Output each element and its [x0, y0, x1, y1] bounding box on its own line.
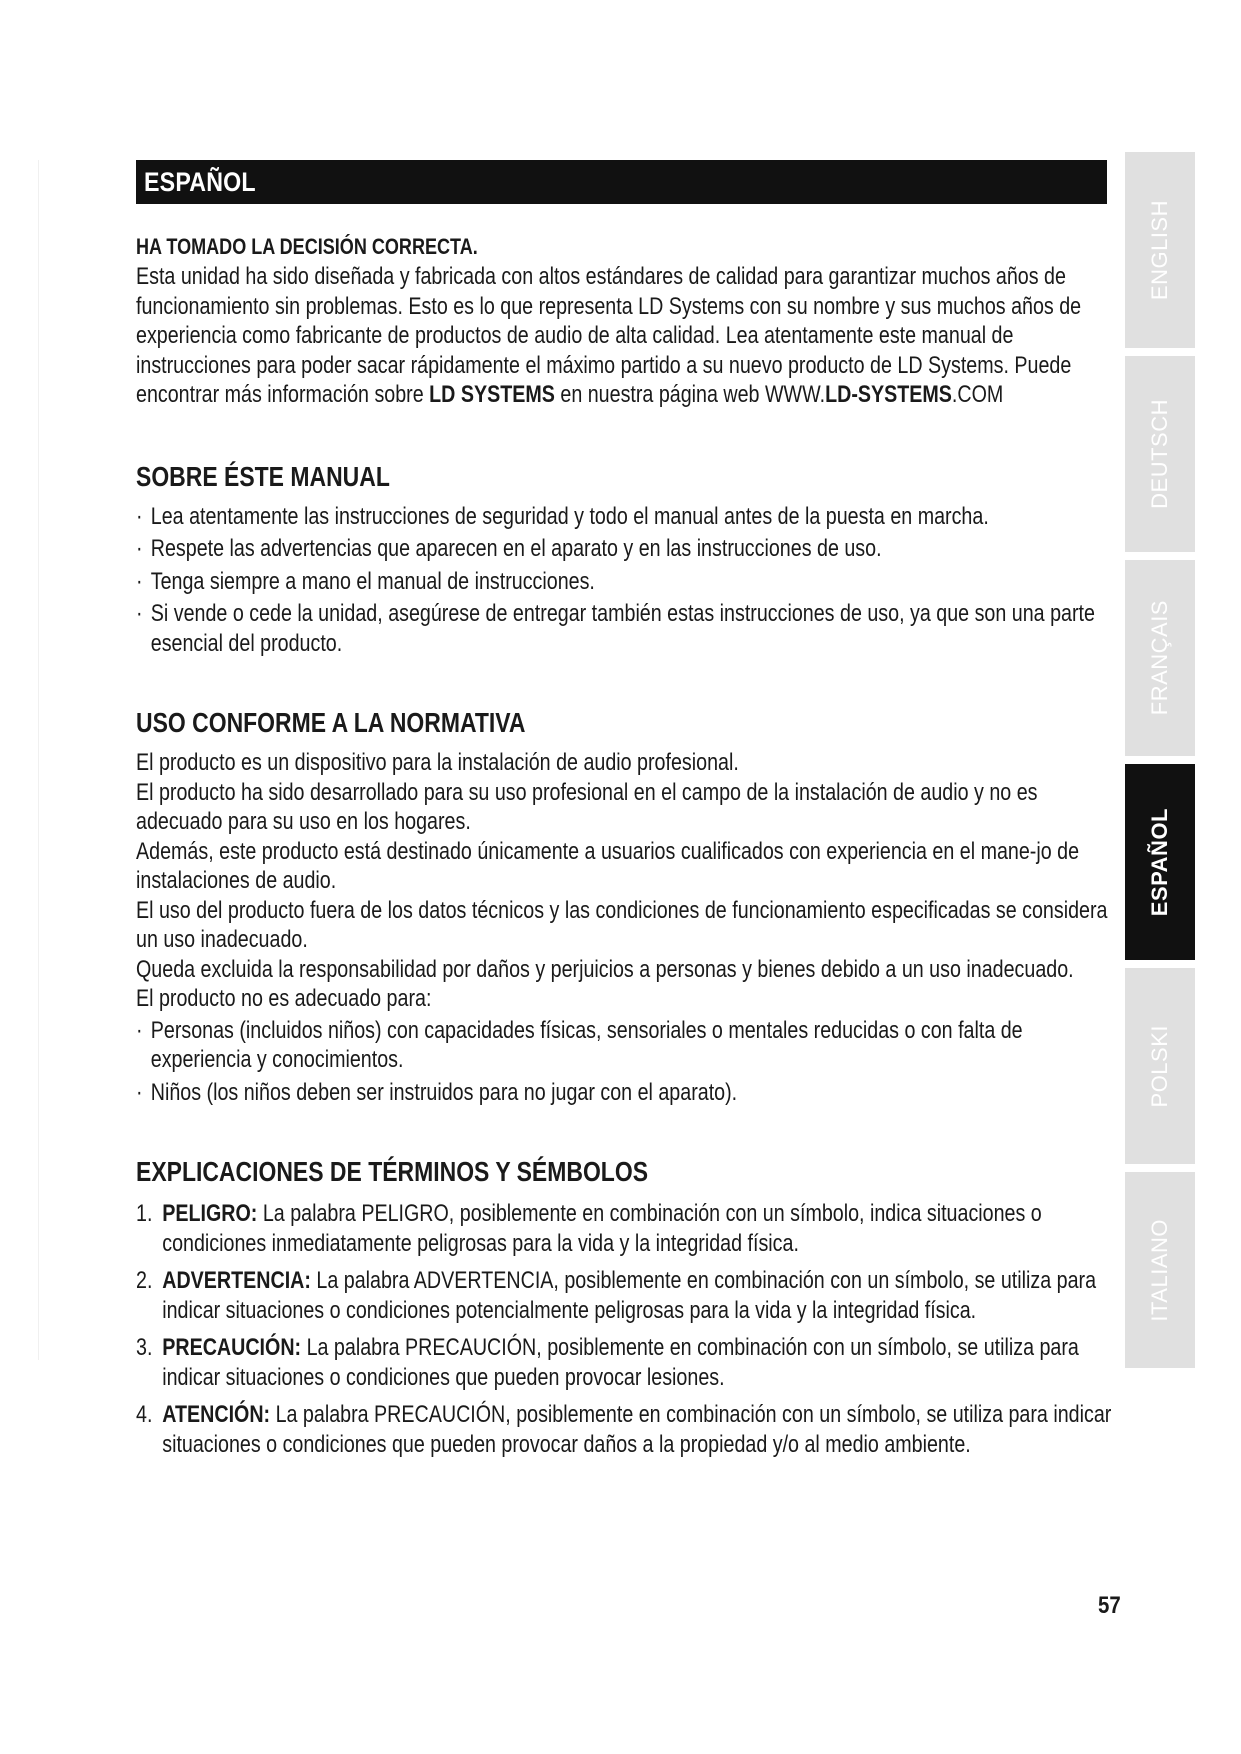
tab-italiano[interactable]: ITALIANO	[1125, 1172, 1195, 1368]
intended-use-list	[136, 1016, 1116, 1108]
list-item: · Si vende o cede la unidad, asegúrese de entregar también estas instrucciones de uso, ya que son una parte esencial del producto.	[136, 600, 1095, 657]
intro-heading: HA TOMADO LA DECISIÓN CORRECTA.	[136, 234, 478, 259]
website-suffix: .COM	[951, 381, 1004, 408]
section-title-bar	[136, 160, 1107, 204]
tab-polski[interactable]: POLSKI	[1125, 968, 1195, 1164]
paragraph: El producto ha sido desarrollado para su uso profesional en el campo de la instalación de audio y no es adecuado para su uso en los hogares.	[136, 778, 1038, 835]
list-item: · Respete las advertencias que aparecen en el aparato y en las instrucciones de uso.	[136, 535, 882, 562]
intro-body: Esta unidad ha sido diseñada y fabricada con altos estándares de calidad para garantizar muchos años de funcionamiento sin problemas. Esto es lo que representa LD Systems con su nombre y sus muchos años de experiencia como fabricante de productos de audio de alta calidad. Lea atentamente este manual de instrucciones para poder sacar rápidamente el máximo partido a su nuevo producto de LD Systems.	[136, 263, 1082, 379]
page-number: 57	[1098, 1592, 1121, 1619]
website-domain: LD-SYSTEMS	[825, 381, 952, 408]
paragraph: Además, este producto está destinado únicamente a usuarios cualificados con experiencia en el mane-jo de instalaciones de audio.	[136, 837, 1080, 894]
list-item: · Personas (incluidos niños) con capacidades físicas, sensoriales o mentales reducidas o con falta de experiencia y conocimientos.	[136, 1016, 1023, 1073]
term-item: 3. PRECAUCIÓN: La palabra PRECAUCIÓN, posiblemente en combinación con un símbolo, se utiliza para indicar situaciones o condiciones que pueden provocar lesiones.	[136, 1334, 1079, 1391]
brand-name: LD SYSTEMS	[429, 381, 555, 408]
term-item: 4. ATENCIÓN: La palabra PRECAUCIÓN, posiblemente en combinación con un símbolo, se utiliza para indicar situaciones o condiciones que pueden provocar daños a la propiedad y/o al medio ambiente.	[136, 1401, 1112, 1458]
page-title: ESPAÑOL	[144, 166, 256, 197]
intro-more-mid: en nuestra página web WWW.	[554, 381, 826, 408]
text-column	[136, 232, 1116, 1459]
paragraph: El uso del producto fuera de los datos técnicos y las condiciones de funcionamiento especificadas se considera un uso inadecuado.	[136, 896, 1108, 953]
intended-use-heading: USO CONFORME A LA NORMATIVA	[136, 707, 526, 738]
tab-espanol[interactable]: ESPAÑOL	[1125, 764, 1195, 960]
list-item: · Lea atentamente las instrucciones de seguridad y todo el manual antes de la puesta en marcha.	[136, 502, 989, 530]
intended-use-body	[136, 748, 1116, 1014]
page-content	[136, 160, 1116, 1467]
paragraph: El producto es un dispositivo para la instalación de audio profesional.	[136, 749, 739, 776]
list-item: · Niños (los niños deben ser instruidos para no jugar con el aparato).	[136, 1078, 738, 1106]
intro-text	[136, 262, 1116, 410]
about-manual-heading: SOBRE ÉSTE MANUAL	[136, 460, 390, 492]
terms-list	[136, 1199, 1116, 1459]
paragraph: Queda excluida la responsabilidad por daños y perjuicios a personas y bienes debido a un uso inadecuado.	[136, 955, 1074, 983]
list-item: · Tenga siempre a mano el manual de instrucciones.	[136, 567, 595, 595]
term-item: 1. PELIGRO: La palabra PELIGRO, posiblemente en combinación con un símbolo, indica situaciones o condiciones inmediatamente peligrosas para la vida y la integridad física.	[136, 1200, 1042, 1257]
tab-english[interactable]: ENGLISH	[1125, 152, 1195, 348]
margin-line	[38, 160, 39, 1360]
term-item: 2. ADVERTENCIA: La palabra ADVERTENCIA, posiblemente en combinación con un símbolo, se utiliza para indicar situaciones o condiciones potencialmente peligrosas para la vida y la integridad física.	[136, 1267, 1097, 1324]
paragraph: El producto no es adecuado para:	[136, 985, 432, 1012]
intro-more-prefix: Puede encontrar más información sobre	[136, 351, 1072, 408]
terms-heading: EXPLICACIONES DE TÉRMINOS Y SÉMBOLOS	[136, 1156, 649, 1187]
tab-deutsch[interactable]: DEUTSCH	[1125, 356, 1195, 552]
about-manual-list	[136, 502, 1116, 659]
tab-francais[interactable]: FRANÇAIS	[1125, 560, 1195, 756]
